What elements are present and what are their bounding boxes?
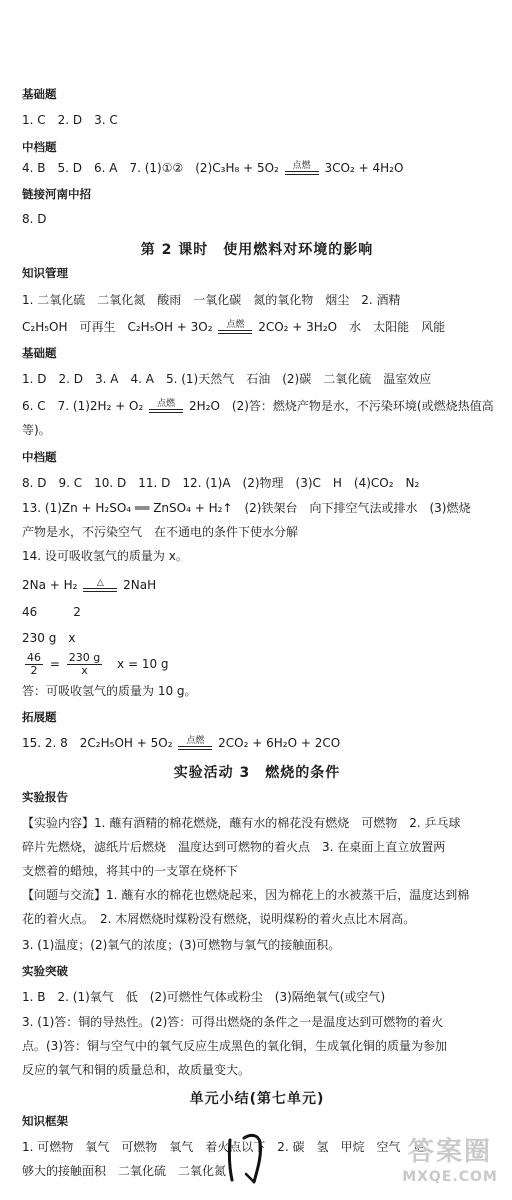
calc-relative-mass: 46 2: [22, 605, 81, 619]
reaction-condition: [149, 400, 183, 413]
section-title-breakthrough: 实验突破: [22, 964, 68, 978]
calc-proportion: [22, 652, 169, 677]
section-title-knowledge: 知识管理: [22, 266, 68, 280]
activity-heading: 实验活动 3 燃烧的条件: [173, 765, 341, 781]
calc-actual-mass: 230 g x: [22, 631, 76, 645]
equation-right: 2NaH: [123, 578, 157, 592]
fraction-left: [25, 652, 43, 677]
answer-line: 8. D: [22, 212, 47, 226]
equation-right: 2CO₂ + 6H₂O + 2CO: [218, 736, 341, 750]
section-title-basic: 基础题: [22, 87, 57, 101]
answer-line-equation: [22, 319, 445, 335]
equation-right: 2H₂O (2)答：燃烧产物是水，不污染环境(或燃烧热值高: [188, 399, 494, 413]
equation-left: 6. C 7. (1)2H₂ + O₂: [22, 399, 144, 413]
condition-label: 点燃: [157, 399, 176, 409]
answer-line: 3. (1)答：铜的导热性。(2)答：可得出燃烧的条件之一是温度达到可燃物的着火: [22, 1015, 444, 1029]
calc-result: x = 10 g: [117, 657, 169, 671]
answer-line: 3. (1)温度；(2)氧气的浓度；(3)可燃物与氧气的接触面积。: [22, 938, 341, 952]
fraction-right: [67, 652, 102, 677]
section-title-basic: 基础题: [22, 346, 57, 360]
reaction-condition: [83, 579, 117, 592]
equation-right: 2CO₂ + 3H₂O 水 太阳能 风能: [258, 320, 446, 334]
equals-bar: [83, 588, 117, 592]
reaction-condition: [178, 737, 212, 750]
answer-line: 1. D 2. D 3. A 4. A 5. (1)天然气 石油 (2)碳 二氧化硫 温室效应: [22, 372, 432, 386]
answer-line: 14. 设可吸收氢气的质量为 x。: [22, 549, 188, 563]
condition-label: 点燃: [186, 736, 205, 746]
answer-line: 【问题与交流】1. 蘸有水的棉花也燃烧起来，因为棉花上的水被蒸干后，温度达到棉: [22, 888, 470, 902]
answer-line: 支燃着的蜡烛，将其中的一支罩在烧杯下: [22, 864, 239, 878]
answer-line: 够大的接触面积 二氧化硫 二氧化氮: [22, 1164, 227, 1178]
equals-sign: =: [49, 657, 60, 671]
equation-left: 2Na + H₂: [22, 578, 78, 592]
answer-line: 答：可吸收氢气的质量为 10 g。: [22, 684, 197, 698]
handwritten-page-number: [220, 1128, 270, 1188]
reaction-condition: [218, 321, 252, 334]
answer-line-equation: [22, 160, 403, 176]
watermark-logo-text: 答案圈: [407, 1137, 492, 1167]
equals-bar: [149, 409, 183, 413]
answer-line: 13. (1)Zn + H₂SO₄ ══ ZnSO₄ + H₂↑ (2)铁架台 向下排空气法或排水 (3)燃烧: [22, 501, 471, 515]
answer-line-equation: [22, 398, 494, 414]
condition-label: 点燃: [292, 161, 311, 171]
reaction-condition: [285, 162, 319, 175]
fraction-numerator: 46: [27, 651, 41, 664]
equation-left: 4. B 5. D 6. A 7. (1)①② (2)C₃H₈ + 5O₂: [22, 161, 279, 175]
equals-bar: [178, 746, 212, 750]
condition-label: 点燃: [226, 320, 245, 330]
watermark: [394, 1136, 506, 1194]
equals-bar: [218, 330, 252, 334]
answer-line-equation: [22, 735, 340, 751]
answer-line: 等)。: [22, 423, 51, 437]
section-title-report: 实验报告: [22, 790, 68, 804]
answer-line: 1. 二氧化硫 二氧化氮 酸雨 一氧化碳 氮的氧化物 烟尘 2. 酒精: [22, 293, 401, 307]
answer-line: 点。(3)答：铜与空气中的氧气反应生成黑色的氧化铜，生成氧化铜的质量为参加: [22, 1039, 448, 1053]
calc-equation: [22, 577, 156, 593]
answer-line: 8. D 9. C 10. D 11. D 12. (1)A (2)物理 (3)C H (4)CO₂ N₂: [22, 476, 420, 490]
section-title-framework: 知识框架: [22, 1114, 68, 1128]
equals-bar: [285, 171, 319, 175]
section-title-mid: 中档题: [22, 450, 57, 464]
equation-right: 3CO₂ + 4H₂O: [324, 161, 404, 175]
unit-heading: 单元小结(第七单元): [189, 1091, 325, 1107]
fraction-denominator: x: [81, 664, 88, 677]
equation-left: C₂H₅OH 可再生 C₂H₅OH + 3O₂: [22, 320, 213, 334]
watermark-url: MXQE.COM: [402, 1169, 498, 1185]
lesson-heading: 第 2 课时 使用燃料对环境的影响: [140, 242, 374, 258]
section-title-extension: 拓展题: [22, 710, 57, 724]
section-title-mid: 中档题: [22, 140, 57, 154]
condition-label: △: [96, 578, 104, 588]
answer-line: 反应的氧气和铜的质量总和，故质量变大。: [22, 1063, 251, 1077]
answer-line: 碎片先燃烧，滤纸片后燃烧 温度达到可燃物的着火点 3. 在桌面上直立放置两: [22, 840, 446, 854]
answer-line: 【实验内容】1. 蘸有酒精的棉花燃烧，蘸有水的棉花没有燃烧 可燃物 2. 乒乓球: [22, 816, 461, 830]
section-title-link: 链接河南中招: [22, 187, 91, 201]
answer-line: 1. C 2. D 3. C: [22, 113, 118, 127]
answer-line: 1. 可燃物 氧气 可燃物 氧气 着火点以下 2. 碳 氢 甲烷 空气 足: [22, 1140, 425, 1154]
fraction-denominator: 2: [30, 664, 38, 677]
fraction-numerator: 230 g: [68, 651, 101, 664]
answer-line: 1. B 2. (1)氧气 低 (2)可燃性气体或粉尘 (3)隔绝氧气(或空气): [22, 990, 386, 1004]
equation-left: 15. 2. 8 2C₂H₅OH + 5O₂: [22, 736, 173, 750]
answer-line: 花的着火点。 2. 木屑燃烧时煤粉没有燃烧，说明煤粉的着火点比木屑高。: [22, 912, 416, 926]
answer-line: 产物是水，不污染空气 在不通电的条件下使水分解: [22, 525, 299, 539]
